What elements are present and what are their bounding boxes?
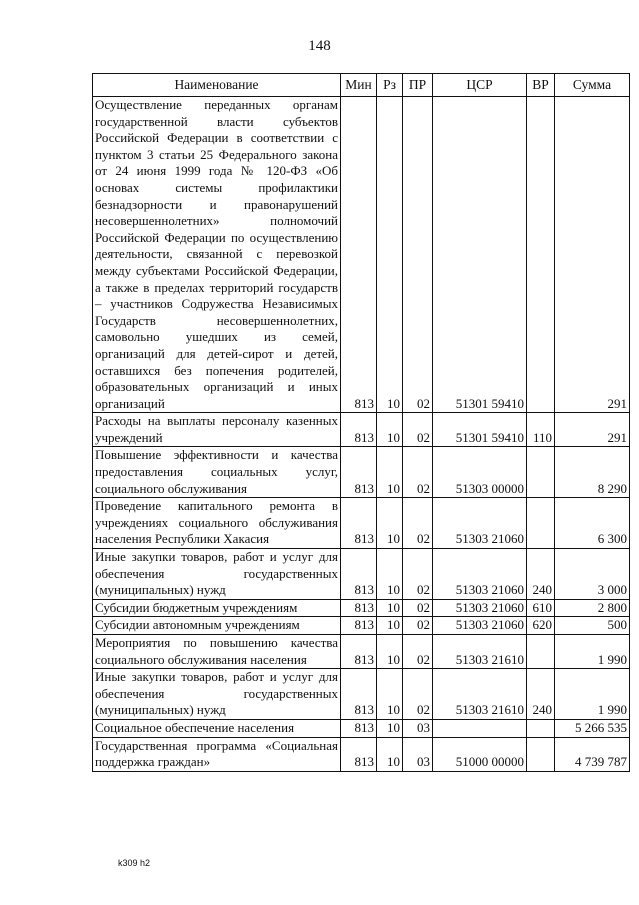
row-sum: 291 xyxy=(555,413,630,447)
row-min: 813 xyxy=(341,447,377,498)
row-rz: 10 xyxy=(377,498,403,549)
row-vr: 610 xyxy=(527,599,555,617)
row-csr: 51303 21060 xyxy=(433,549,527,600)
row-rz: 10 xyxy=(377,635,403,669)
row-vr xyxy=(527,447,555,498)
row-rz: 10 xyxy=(377,413,403,447)
budget-table xyxy=(92,73,630,772)
row-rz: 10 xyxy=(377,599,403,617)
row-name: Мероприятия по повышению качества социального обслуживания населения xyxy=(93,635,341,669)
row-name: Иные закупки товаров, работ и услуг для обеспечения государственных (муниципальных) нужд xyxy=(93,549,341,600)
row-rz: 10 xyxy=(377,669,403,720)
table-row xyxy=(93,617,630,635)
row-min: 813 xyxy=(341,669,377,720)
row-csr: 51000 00000 xyxy=(433,737,527,771)
row-rz: 10 xyxy=(377,549,403,600)
table-row xyxy=(93,498,630,549)
row-sum: 5 266 535 xyxy=(555,719,630,737)
row-vr: 110 xyxy=(527,413,555,447)
header-vr: ВР xyxy=(527,74,555,97)
row-vr xyxy=(527,719,555,737)
row-pr: 02 xyxy=(403,599,433,617)
row-rz: 10 xyxy=(377,447,403,498)
row-sum: 6 300 xyxy=(555,498,630,549)
table-row xyxy=(93,669,630,720)
row-vr xyxy=(527,498,555,549)
header-csr: ЦСР xyxy=(433,74,527,97)
row-name: Субсидии автономным учреждениям xyxy=(93,617,341,635)
row-csr: 51303 21060 xyxy=(433,599,527,617)
row-sum: 4 739 787 xyxy=(555,737,630,771)
row-min: 813 xyxy=(341,737,377,771)
row-sum: 500 xyxy=(555,617,630,635)
row-min: 813 xyxy=(341,549,377,600)
row-pr: 02 xyxy=(403,635,433,669)
row-min: 813 xyxy=(341,498,377,549)
row-rz: 10 xyxy=(377,737,403,771)
row-csr: 51301 59410 xyxy=(433,413,527,447)
table-row xyxy=(93,599,630,617)
page-number: 148 xyxy=(308,38,331,54)
row-min: 813 xyxy=(341,635,377,669)
header-rz: Рз xyxy=(377,74,403,97)
header-pr: ПР xyxy=(403,74,433,97)
row-sum: 291 xyxy=(555,97,630,413)
table-row xyxy=(93,737,630,771)
row-min: 813 xyxy=(341,719,377,737)
table-row xyxy=(93,719,630,737)
row-csr: 51303 21060 xyxy=(433,498,527,549)
footer-code: k309 h2 xyxy=(118,858,151,868)
row-sum: 8 290 xyxy=(555,447,630,498)
row-pr: 02 xyxy=(403,549,433,600)
row-rz: 10 xyxy=(377,97,403,413)
row-vr: 240 xyxy=(527,549,555,600)
row-rz: 10 xyxy=(377,617,403,635)
row-pr: 02 xyxy=(403,617,433,635)
row-sum: 1 990 xyxy=(555,669,630,720)
row-rz: 10 xyxy=(377,719,403,737)
row-csr xyxy=(433,719,527,737)
row-sum: 2 800 xyxy=(555,599,630,617)
row-csr: 51303 21610 xyxy=(433,669,527,720)
row-csr: 51303 21610 xyxy=(433,635,527,669)
header-min: Мин xyxy=(341,74,377,97)
row-pr: 03 xyxy=(403,737,433,771)
row-sum: 1 990 xyxy=(555,635,630,669)
table-row xyxy=(93,549,630,600)
row-name: Государственная программа «Социальная поддержка граждан» xyxy=(93,737,341,771)
row-vr xyxy=(527,737,555,771)
row-name: Иные закупки товаров, работ и услуг для обеспечения государственных (муниципальных) нужд xyxy=(93,669,341,720)
row-name: Социальное обеспечение населения xyxy=(93,719,341,737)
row-pr: 02 xyxy=(403,413,433,447)
table-row xyxy=(93,447,630,498)
table-row xyxy=(93,413,630,447)
row-name: Повышение эффективности и качества предоставления социальных услуг, социального обслуживания xyxy=(93,447,341,498)
table-header-row xyxy=(93,74,630,97)
row-pr: 02 xyxy=(403,498,433,549)
row-pr: 02 xyxy=(403,447,433,498)
row-sum: 3 000 xyxy=(555,549,630,600)
row-name: Осуществление переданных органам государственной власти субъектов Российской Федерации в соответствии с пунктом 3 статьи 25 Федерального закона от 24 июня 1999 года № 120-ФЗ «Об основах системы профилактики безнадзорности и правонарушений несовершеннолетних» полномочий Российской Федерации по осуществлению деятельности, связанной с перевозкой между субъектами Российской Федерации, а также в пределах территорий государств – участников Содружества Независимых Государств несовершеннолетних, самовольно ушедших из семей, организаций для детей-сирот и детей, оставшихся без попечения родителей, образовательных организаций и иных организаций xyxy=(93,97,341,413)
row-vr xyxy=(527,97,555,413)
row-name: Расходы на выплаты персоналу казенных учреждений xyxy=(93,413,341,447)
row-min: 813 xyxy=(341,617,377,635)
row-min: 813 xyxy=(341,97,377,413)
row-csr: 51303 00000 xyxy=(433,447,527,498)
row-vr xyxy=(527,635,555,669)
row-pr: 02 xyxy=(403,669,433,720)
row-vr: 620 xyxy=(527,617,555,635)
header-name: Наименование xyxy=(93,74,341,97)
row-min: 813 xyxy=(341,599,377,617)
row-csr: 51303 21060 xyxy=(433,617,527,635)
row-pr: 02 xyxy=(403,97,433,413)
row-min: 813 xyxy=(341,413,377,447)
row-name: Проведение капитального ремонта в учреждениях социального обслуживания населения Республики Хакасия xyxy=(93,498,341,549)
table-row xyxy=(93,635,630,669)
row-csr: 51301 59410 xyxy=(433,97,527,413)
header-sum: Сумма xyxy=(555,74,630,97)
row-vr: 240 xyxy=(527,669,555,720)
row-name: Субсидии бюджетным учреждениям xyxy=(93,599,341,617)
table-row xyxy=(93,97,630,413)
row-pr: 03 xyxy=(403,719,433,737)
